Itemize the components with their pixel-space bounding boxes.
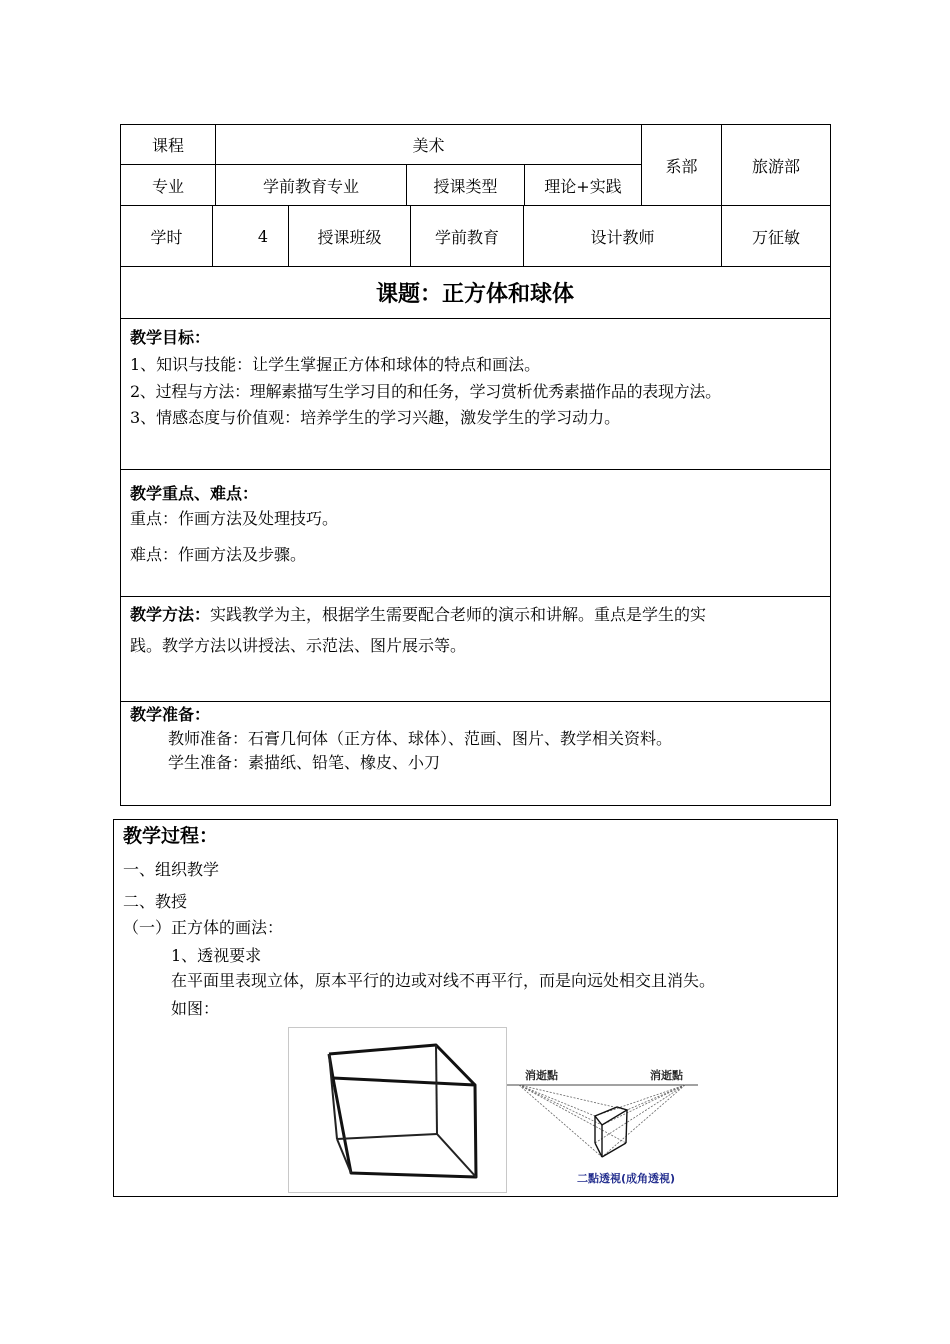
process-point: 1、透视要求 xyxy=(171,946,262,965)
methods-heading: 教学方法： xyxy=(130,605,211,624)
perspective-diagram-icon xyxy=(505,1065,700,1190)
objective-item: 1、知识与技能：让学生掌握正方体和球体的特点和画法。 xyxy=(130,355,541,374)
objective-item: 2、过程与方法：理解素描写生学习目的和任务，学习赏析优秀素描作品的表现方法。 xyxy=(130,382,721,401)
hours-value: 4 xyxy=(257,226,268,246)
course-label: 课程 xyxy=(151,136,184,155)
lesson-title: 课题：正方体和球体 xyxy=(375,281,574,307)
preparation-heading: 教学准备： xyxy=(130,705,211,724)
student-preparation: 学生准备：素描纸、铅笔、橡皮、小刀 xyxy=(168,753,441,772)
process-heading: 教学过程： xyxy=(123,825,219,847)
methods-line: 践。教学方法以讲授法、示范法、图片展示等。 xyxy=(130,636,467,655)
vanishing-point-left-label: 消逝點 xyxy=(525,1069,558,1082)
class-label: 授课班级 xyxy=(317,227,382,247)
major-value: 学前教育专业 xyxy=(262,176,359,196)
major-label: 专业 xyxy=(151,176,184,196)
objectives-heading: 教学目标： xyxy=(130,328,211,347)
type-value: 理论+实践 xyxy=(544,176,622,196)
process-description: 在平面里表现立体，原本平行的边或对线不再平行，而是向远处相交且消失。 xyxy=(171,971,716,990)
hours-label: 学时 xyxy=(150,227,183,247)
dept-label: 系部 xyxy=(665,156,698,176)
type-label: 授课类型 xyxy=(433,176,498,196)
cube-wireframe-icon xyxy=(289,1028,506,1192)
cube-wireframe-figure xyxy=(288,1027,507,1193)
methods-line: 教学方法：实践教学为主，根据学生需要配合老师的演示和讲解。重点是学生的实 xyxy=(130,605,707,624)
class-value: 学前教育 xyxy=(434,227,499,247)
perspective-caption: 二點透視(成角透視) xyxy=(577,1172,676,1185)
two-point-perspective-figure xyxy=(505,1065,700,1190)
dept-value: 旅游部 xyxy=(751,156,800,176)
process-subsection: （一）正方体的画法： xyxy=(123,918,284,937)
vanishing-point-right-label: 消逝點 xyxy=(650,1069,683,1082)
teacher-label: 设计教师 xyxy=(590,227,655,247)
teacher-value: 万征敏 xyxy=(751,227,800,247)
course-value: 美术 xyxy=(412,136,445,155)
difficult-point: 难点：作画方法及步骤。 xyxy=(130,545,307,564)
process-step: 二、教授 xyxy=(123,892,188,911)
process-step: 一、组织教学 xyxy=(123,860,220,879)
teacher-preparation: 教师准备：石膏几何体（正方体、球体）、范画、图片、教学相关资料。 xyxy=(168,729,673,748)
objective-item: 3、情感态度与价值观：培养学生的学习兴趣，激发学生的学习动力。 xyxy=(130,408,621,427)
process-as-shown: 如图： xyxy=(171,999,220,1018)
key-point: 重点：作画方法及处理技巧。 xyxy=(130,509,339,528)
key-points-heading: 教学重点、难点： xyxy=(130,484,259,503)
